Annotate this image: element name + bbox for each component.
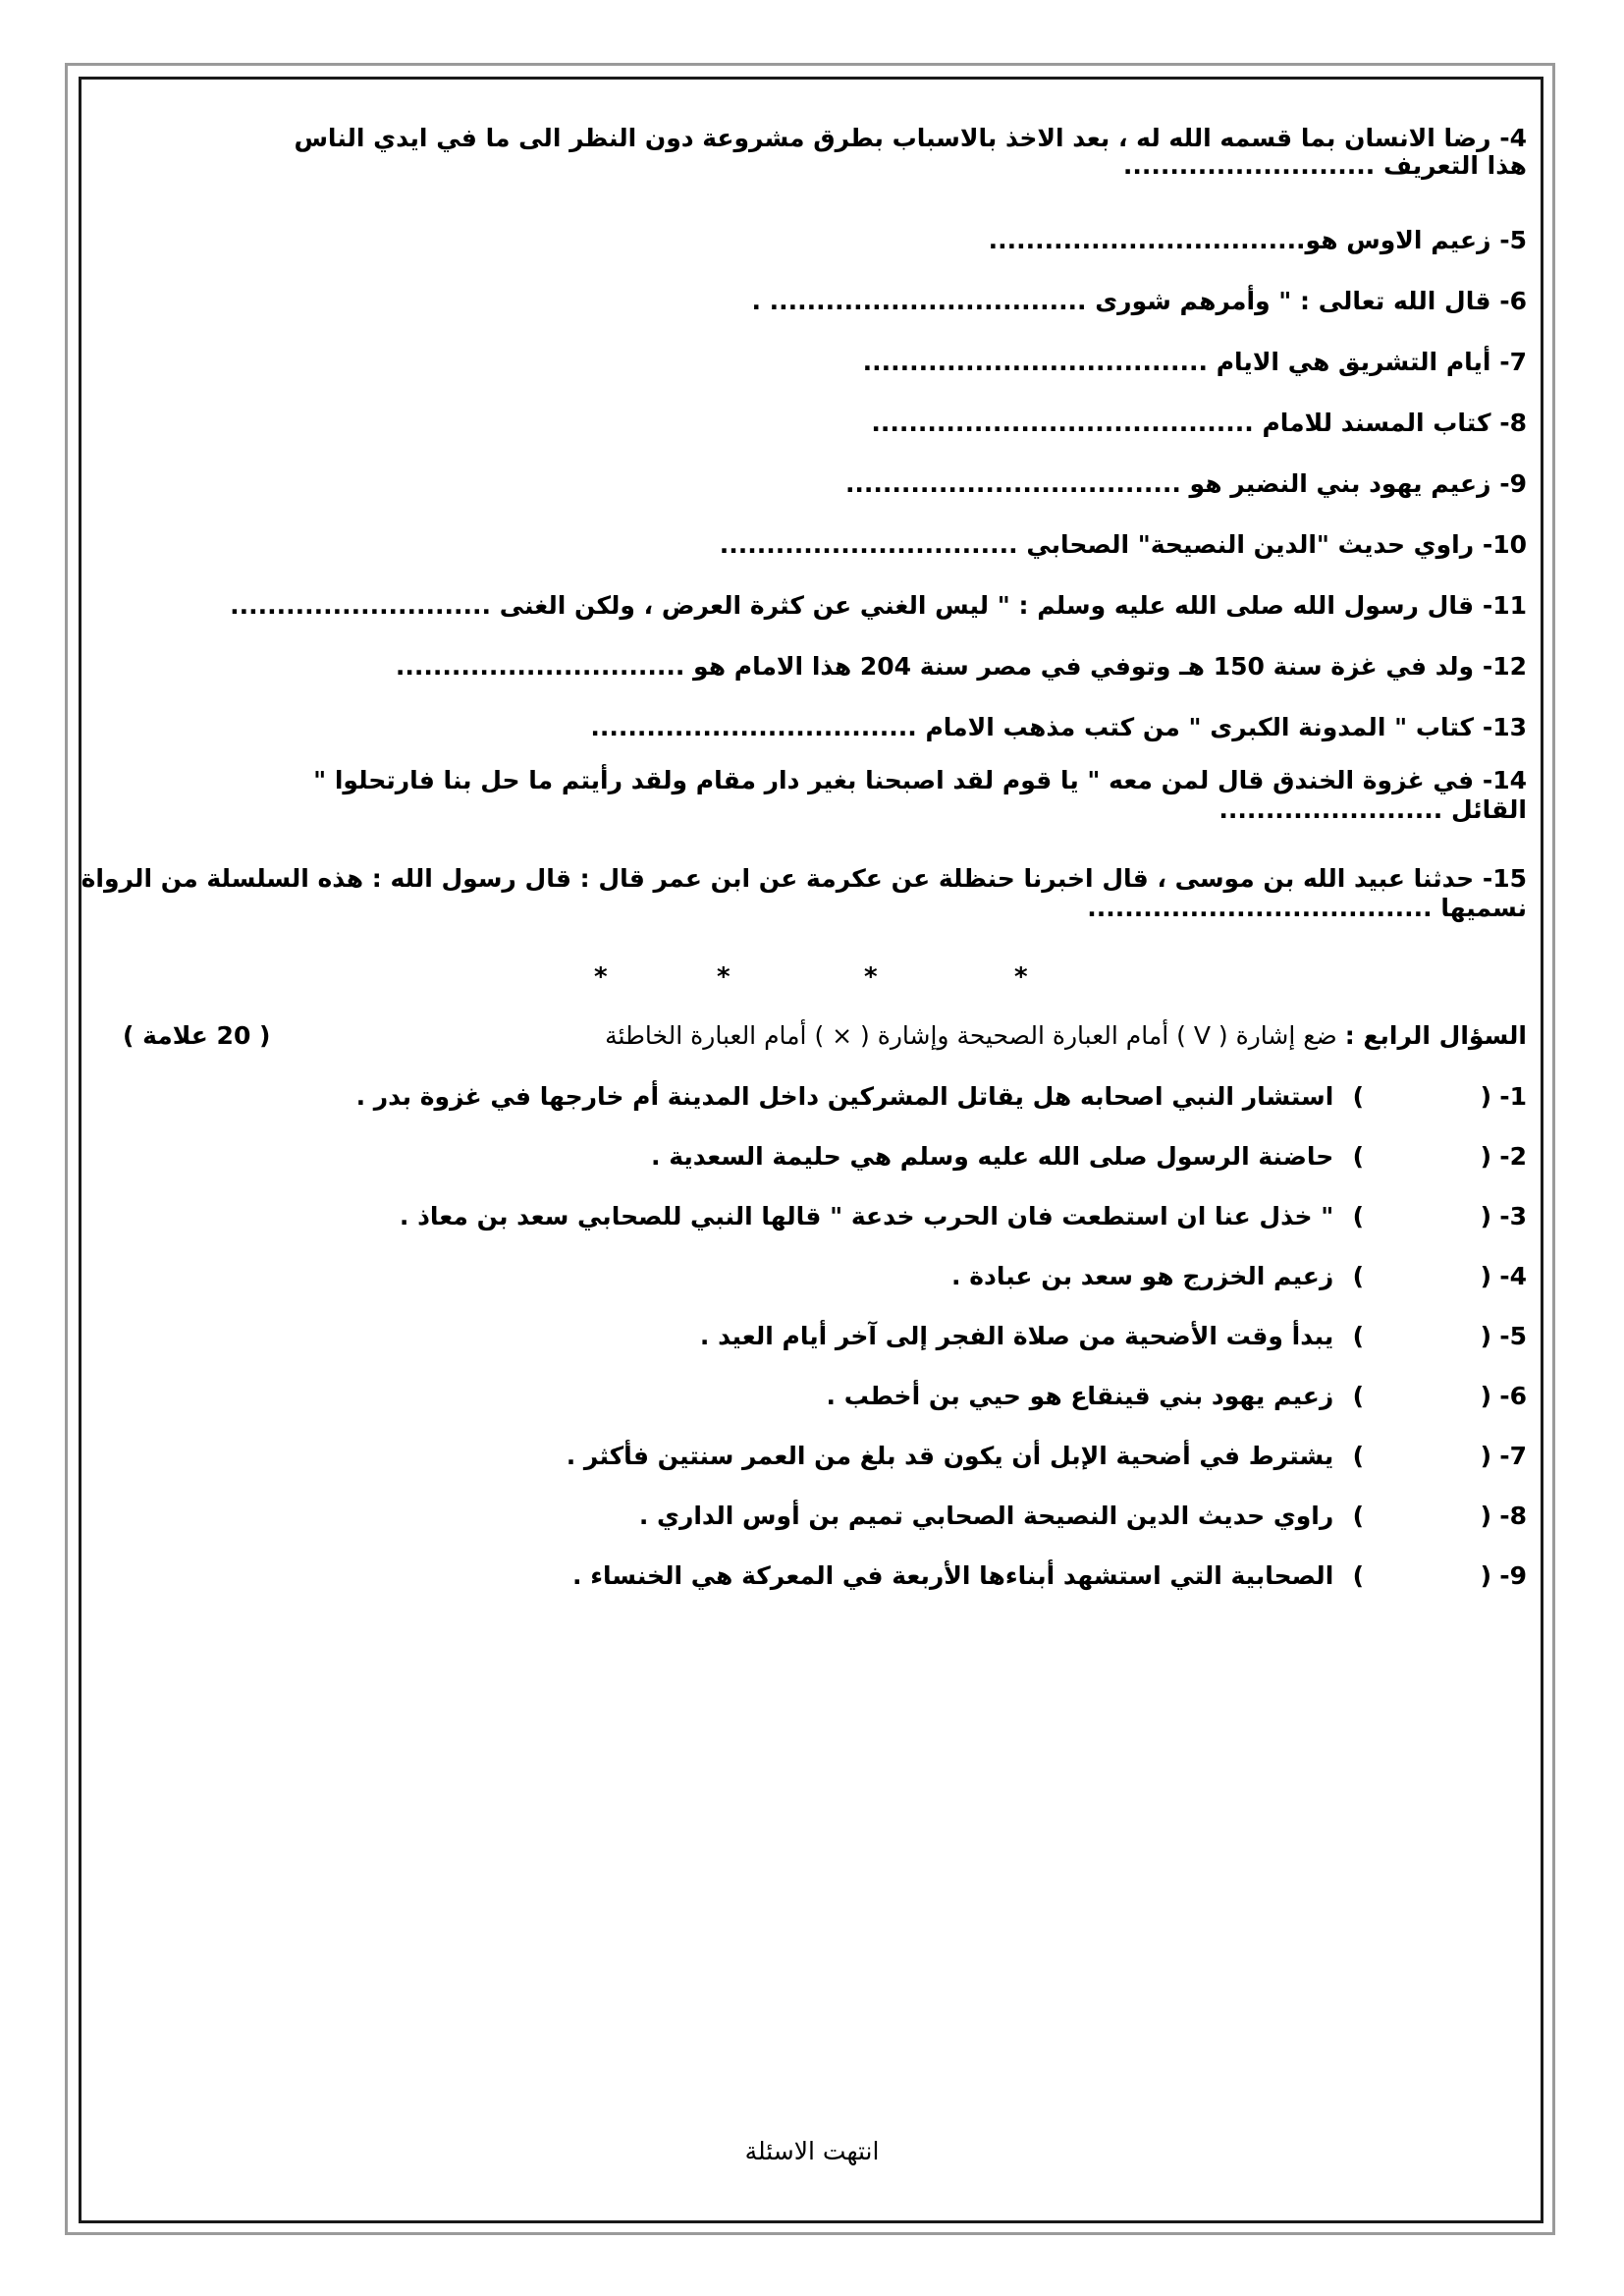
tf-answer-slot[interactable]: ( [1480,1382,1491,1410]
separator-star: * [1014,962,1028,992]
tf-answer-slot[interactable]: ( [1480,1502,1491,1530]
question-7: 7- أيام التشريق هي الايام ..................................... [862,348,1527,376]
tf-item-7: 7-() يشترط في أضحية الإبل أن يكون قد بلغ من العمر سنتين فأكثر . [567,1440,1527,1473]
tf-answer-slot[interactable]: ( [1480,1322,1491,1350]
question-4 [123,122,1527,183]
question-15 [81,862,1527,925]
question-6: 6- قال الله تعالى : " وأمرهم شورى .................................. . [751,287,1527,315]
section-4-header [123,1019,1527,1053]
question-11: 11- قال رسول الله صلى الله عليه وسلم : " ليس الغني عن كثرة العرض ، ولكن الغنى ............................ [230,591,1527,620]
tf-item-2: 2-() حاضنة الرسول صلى الله عليه وسلم هي حليمة السعدية . [651,1140,1527,1174]
question-15-line-1: 15- حدثنا عبيد الله بن موسى ، قال اخبرنا حنظلة عن عكرمة عن ابن عمر قال : قال رسول الله : هذه السلسلة من الرواة [81,864,1527,893]
question-4-line-1: 4- رضا الانسان بما قسمه الله له ، بعد الاخذ بالاسباب بطرق مشروعة دون النظر الى ما في ايدي الناس [294,124,1527,152]
tf-answer-slot[interactable]: ( [1480,1202,1491,1230]
tf-answer-slot[interactable]: ( [1480,1082,1491,1111]
tf-answer-slot[interactable]: ( [1480,1442,1491,1470]
footer-end-of-questions: انتهت الاسئلة [744,2137,880,2165]
question-5: 5- زعيم الاوس هو.................................. [988,226,1527,254]
question-9: 9- زعيم يهود بني النضير هو .................................... [844,469,1527,498]
separator-star: * [594,962,608,992]
question-10: 10- راوي حديث "الدين النصيحة" الصحابي ................................ [719,530,1527,559]
tf-item-1: 1-() استشار النبي اصحابه هل يقاتل المشركين داخل المدينة أم خارجها في غزوة بدر . [356,1080,1527,1114]
question-8: 8- كتاب المسند للامام ......................................... [871,409,1527,437]
tf-item-3: 3-() " خذل عنا ان استطعت فان الحرب خدعة " قالها النبي للصحابي سعد بن معاذ . [400,1200,1527,1233]
section-4-instruction: ضع إشارة ( V ) أمام العبارة الصحيحة وإشارة ( × ) أمام العبارة الخاطئة [605,1021,1337,1050]
question-14-line-2: القائل ........................ [1218,795,1527,824]
question-15-line-2: نسميها ..................................... [1087,894,1527,922]
question-14 [123,764,1527,827]
separator-star: * [864,962,878,992]
separator-star: * [717,962,731,992]
tf-item-8: 8-() راوي حديث الدين النصيحة الصحابي تميم بن أوس الداري . [639,1500,1527,1533]
tf-item-5: 5-() يبدأ وقت الأضحية من صلاة الفجر إلى آخر أيام العيد . [700,1320,1527,1353]
section-4-title: السؤال الرابع : [1344,1021,1527,1050]
question-4-line-2: هذا التعريف ........................... [1122,151,1527,180]
tf-answer-slot[interactable]: ( [1480,1142,1491,1171]
tf-item-4: 4-() زعيم الخزرج هو سعد بن عبادة . [951,1260,1527,1293]
tf-item-6: 6-() زعيم يهود بني قينقاع هو حيي بن أخطب . [827,1380,1527,1413]
tf-answer-slot[interactable]: ( [1480,1561,1491,1590]
section-4-marks: ( 20 علامة ) [123,1021,271,1050]
tf-answer-slot[interactable]: ( [1480,1262,1491,1290]
tf-item-9: 9-() الصحابية التي استشهد أبناءها الأربعة في المعركة هي الخنساء . [572,1559,1527,1593]
question-14-line-1: 14- في غزوة الخندق قال لمن معه " يا قوم لقد اصبحنا بغير دار مقام ولقد رأيتم ما حل بنا فارتحلوا " [313,766,1527,794]
question-13: 13- كتاب " المدونة الكبرى " من كتب مذهب الامام ................................... [590,713,1527,741]
question-12: 12- ولد في غزة سنة 150 هـ وتوفي في مصر سنة 204 هذا الامام هو ............................... [395,652,1527,681]
